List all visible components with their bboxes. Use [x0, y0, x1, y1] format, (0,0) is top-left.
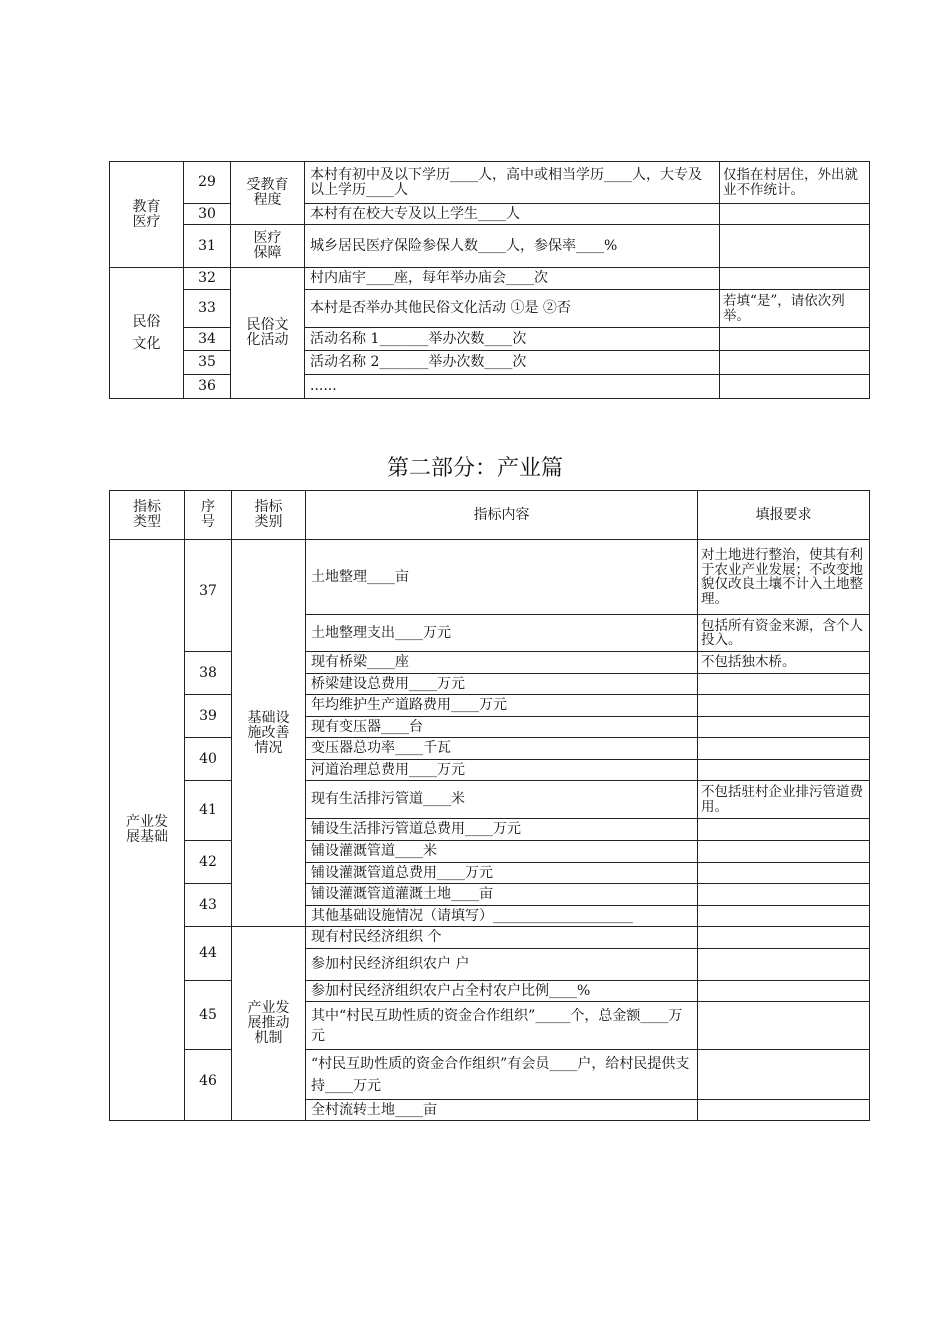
row-note: [720, 268, 870, 290]
row-content: 城乡居民医疗保险参保人数____人，参保率____%: [305, 225, 720, 268]
row-note: 对土地进行整治，使其有利于农业产业发展；不改变地貌仅改良土壤不计入土地整理。: [698, 540, 870, 615]
row-note: [720, 351, 870, 375]
header-num: 序 号: [185, 491, 232, 540]
row-num: 35: [184, 351, 231, 375]
row-content: 其中“村民互助性质的资金合作组织”_____个，总金额____万元: [306, 1002, 698, 1050]
row-note: [698, 1100, 870, 1121]
row-content: 参加村民经济组织农户 户: [306, 949, 698, 981]
row-content: 本村是否举办其他民俗文化活动 ①是 ②否: [305, 290, 720, 328]
row-content: 现有桥梁____座: [306, 652, 698, 674]
row-content: 本村有在校大专及以上学生____人: [305, 204, 720, 225]
part1-table: [109, 161, 870, 399]
header-content: 指标内容: [306, 491, 698, 540]
row-note: [698, 884, 870, 906]
row-note: [698, 1002, 870, 1050]
row-content: 村内庙宇____座，每年举办庙会____次: [305, 268, 720, 290]
row-note: [720, 328, 870, 351]
row-num: 29: [184, 162, 231, 204]
row-note: [698, 695, 870, 717]
row-content: 其他基础设施情况（请填写）____________________: [306, 906, 698, 927]
row-content: 铺设灌溉管道灌溉土地____亩: [306, 884, 698, 906]
row-num: 38: [185, 652, 232, 695]
row-note: [698, 927, 870, 949]
row-note: [698, 863, 870, 884]
row-content: 河道治理总费用____万元: [306, 760, 698, 781]
row-num: 32: [184, 268, 231, 290]
header-type: 指标 类型: [110, 491, 185, 540]
row-content: 全村流转土地____亩: [306, 1100, 698, 1121]
row-content: 现有生活排污管道____米: [306, 781, 698, 819]
row-num: 37: [185, 540, 232, 652]
row-note: [720, 375, 870, 399]
row-content: 现有村民经济组织 个: [306, 927, 698, 949]
row-num: 41: [185, 781, 232, 841]
row-content: ......: [305, 375, 720, 399]
row-note: [698, 760, 870, 781]
row-note: 不包括驻村企业排污管道费用。: [698, 781, 870, 819]
row-content: 铺设生活排污管道总费用____万元: [306, 819, 698, 841]
row-content: 现有变压器____台: [306, 717, 698, 738]
row-note: 不包括独木桥。: [698, 652, 870, 674]
row-num: 43: [185, 884, 232, 927]
section-title: 第二部分：产业篇: [386, 456, 563, 481]
part2-table: [109, 490, 870, 1121]
row-note: [698, 906, 870, 927]
group-folk: 民俗 文化: [110, 268, 184, 399]
row-note: [698, 841, 870, 863]
row-note: [698, 981, 870, 1002]
row-content: 本村有初中及以下学历____人，高中或相当学历____人，大专及以上学历____人: [305, 162, 720, 204]
type-industry-base: 产业发 展基础: [110, 540, 185, 1121]
row-content: 桥梁建设总费用____万元: [306, 674, 698, 695]
row-note: 若填“是”，请依次列举。: [720, 290, 870, 328]
row-content: 土地整理____亩: [306, 540, 698, 615]
cat-infrastructure: 基础设 施改善 情况: [232, 540, 306, 927]
cat-education-level: 受教育 程度: [231, 162, 305, 225]
row-content: “村民互助性质的资金合作组织”有会员____户，给村民提供支持____万元: [306, 1050, 698, 1100]
row-content: 参加村民经济组织农户占全村农户比例____%: [306, 981, 698, 1002]
row-num: 36: [184, 375, 231, 399]
row-note: [698, 717, 870, 738]
row-note: [720, 204, 870, 225]
row-content: 土地整理支出____万元: [306, 615, 698, 652]
row-num: 45: [185, 981, 232, 1050]
header-category: 指标 类别: [232, 491, 306, 540]
row-num: 44: [185, 927, 232, 981]
row-content: 变压器总功率____千瓦: [306, 738, 698, 760]
row-note: 仅指在村居住，外出就业不作统计。: [720, 162, 870, 204]
row-note: [698, 949, 870, 981]
row-num: 34: [184, 328, 231, 351]
row-note: [698, 674, 870, 695]
row-num: 40: [185, 738, 232, 781]
cat-medical: 医疗 保障: [231, 225, 305, 268]
cat-folk: 民俗文 化活动: [231, 268, 305, 399]
row-note: [698, 1050, 870, 1100]
cat-mechanism: 产业发 展推动 机制: [232, 927, 306, 1121]
row-content: 活动名称 2_______举办次数____次: [305, 351, 720, 375]
row-note: [698, 819, 870, 841]
row-num: 33: [184, 290, 231, 328]
row-num: 39: [185, 695, 232, 738]
row-num: 42: [185, 841, 232, 884]
row-num: 46: [185, 1050, 232, 1121]
row-note: 包括所有资金来源，含个人投入。: [698, 615, 870, 652]
row-content: 活动名称 1_______举办次数____次: [305, 328, 720, 351]
row-note: [698, 738, 870, 760]
header-requirement: 填报要求: [698, 491, 870, 540]
row-num: 31: [184, 225, 231, 268]
row-content: 铺设灌溉管道____米: [306, 841, 698, 863]
row-content: 铺设灌溉管道总费用____万元: [306, 863, 698, 884]
group-education: 教育 医疗: [110, 162, 184, 268]
row-note: [720, 225, 870, 268]
row-content: 年均维护生产道路费用____万元: [306, 695, 698, 717]
row-num: 30: [184, 204, 231, 225]
